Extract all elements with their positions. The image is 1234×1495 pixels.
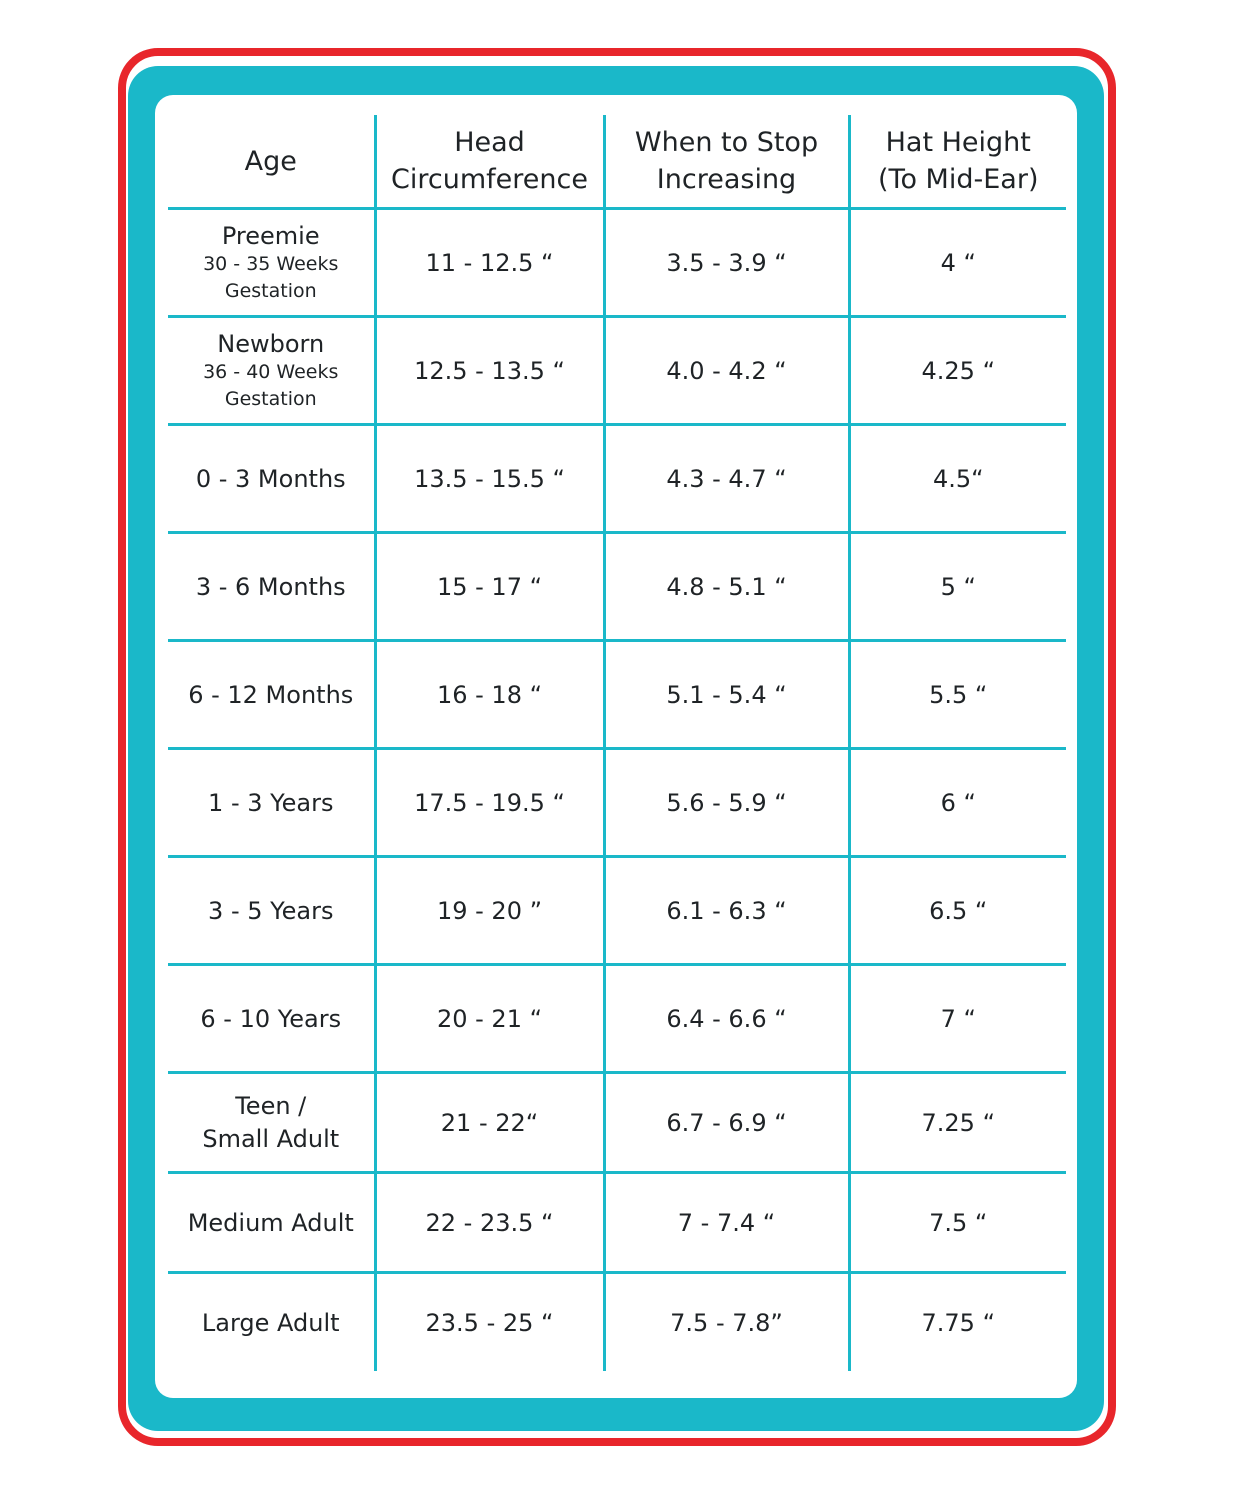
age-cell: Medium Adult: [168, 1173, 375, 1273]
age-cell: 6 - 12 Months: [168, 641, 375, 749]
header-when-to-stop-line1: When to Stop: [634, 127, 819, 158]
when-to-stop-cell: 5.1 - 5.4 “: [604, 641, 849, 749]
table-row-newborn: [168, 317, 1066, 425]
head-circumference-cell: 15 - 17 “: [375, 533, 604, 641]
header-head-circumference-line2: Circumference: [391, 164, 588, 195]
head-circumference-cell: 11 - 12.5 “: [375, 209, 604, 317]
hat-height-cell: 7.5 “: [849, 1173, 1066, 1273]
head-circumference-cell: 12.5 - 13.5 “: [375, 317, 604, 425]
hat-height-cell: 7 “: [849, 965, 1066, 1073]
age-cell: Preemie 30 - 35 Weeks Gestation: [168, 209, 375, 317]
header-hat-height: [849, 115, 1066, 209]
hat-height-cell: 4 “: [849, 209, 1066, 317]
when-to-stop-cell: 4.8 - 5.1 “: [604, 533, 849, 641]
head-circumference-cell: 17.5 - 19.5 “: [375, 749, 604, 857]
age-cell: 1 - 3 Years: [168, 749, 375, 857]
head-circumference-cell: 13.5 - 15.5 “: [375, 425, 604, 533]
age-cell: 0 - 3 Months: [168, 425, 375, 533]
when-to-stop-cell: 4.0 - 4.2 “: [604, 317, 849, 425]
head-circumference-cell: 16 - 18 “: [375, 641, 604, 749]
table-row-1-3-years: [168, 749, 1066, 857]
hat-height-cell: 5.5 “: [849, 641, 1066, 749]
head-circumference-cell: 19 - 20 ”: [375, 857, 604, 965]
hat-height-cell: 7.25 “: [849, 1073, 1066, 1173]
header-hat-height-line1: Hat Height: [885, 127, 1031, 158]
header-head-circumference: [375, 115, 604, 209]
header-age: Age: [168, 115, 375, 209]
when-to-stop-cell: 4.3 - 4.7 “: [604, 425, 849, 533]
age-cell: Newborn 36 - 40 Weeks Gestation: [168, 317, 375, 425]
when-to-stop-cell: 7 - 7.4 “: [604, 1173, 849, 1273]
header-when-to-stop-line2: Increasing: [656, 164, 797, 195]
table-row-large-adult: [168, 1273, 1066, 1372]
header-hat-height-line2: (To Mid-Ear): [878, 164, 1039, 195]
head-circumference-cell: 23.5 - 25 “: [375, 1273, 604, 1372]
hat-size-chart-table: [168, 115, 1066, 1371]
when-to-stop-cell: 6.1 - 6.3 “: [604, 857, 849, 965]
table-row-3-6-months: [168, 533, 1066, 641]
table-row-teen-small-adult: [168, 1073, 1066, 1173]
when-to-stop-cell: 6.7 - 6.9 “: [604, 1073, 849, 1173]
age-cell: 6 - 10 Years: [168, 965, 375, 1073]
when-to-stop-cell: 5.6 - 5.9 “: [604, 749, 849, 857]
when-to-stop-cell: 7.5 - 7.8”: [604, 1273, 849, 1372]
table-row-preemie: [168, 209, 1066, 317]
header-row: [168, 115, 1066, 209]
age-cell: 3 - 6 Months: [168, 533, 375, 641]
header-when-to-stop: [604, 115, 849, 209]
table-row-0-3-months: [168, 425, 1066, 533]
table-row-medium-adult: [168, 1173, 1066, 1273]
hat-height-cell: 6.5 “: [849, 857, 1066, 965]
table-row-6-10-years: [168, 965, 1066, 1073]
hat-height-cell: 6 “: [849, 749, 1066, 857]
table-row-6-12-months: [168, 641, 1066, 749]
hat-height-cell: 4.25 “: [849, 317, 1066, 425]
age-cell: Large Adult: [201, 1308, 340, 1337]
table-row-3-5-years: [168, 857, 1066, 965]
when-to-stop-cell: 6.4 - 6.6 “: [604, 965, 849, 1073]
header-head-circumference-line1: Head: [454, 127, 525, 158]
head-circumference-cell: 22 - 23.5 “: [375, 1173, 604, 1273]
age-cell: 3 - 5 Years: [168, 857, 375, 965]
age-cell: Teen / Small Adult: [168, 1073, 375, 1173]
hat-height-cell: 5 “: [849, 533, 1066, 641]
when-to-stop-cell: 3.5 - 3.9 “: [604, 209, 849, 317]
hat-height-cell: 7.75 “: [849, 1273, 1066, 1372]
head-circumference-cell: 20 - 21 “: [375, 965, 604, 1073]
hat-height-cell: 4.5“: [849, 425, 1066, 533]
head-circumference-cell: 21 - 22“: [375, 1073, 604, 1173]
